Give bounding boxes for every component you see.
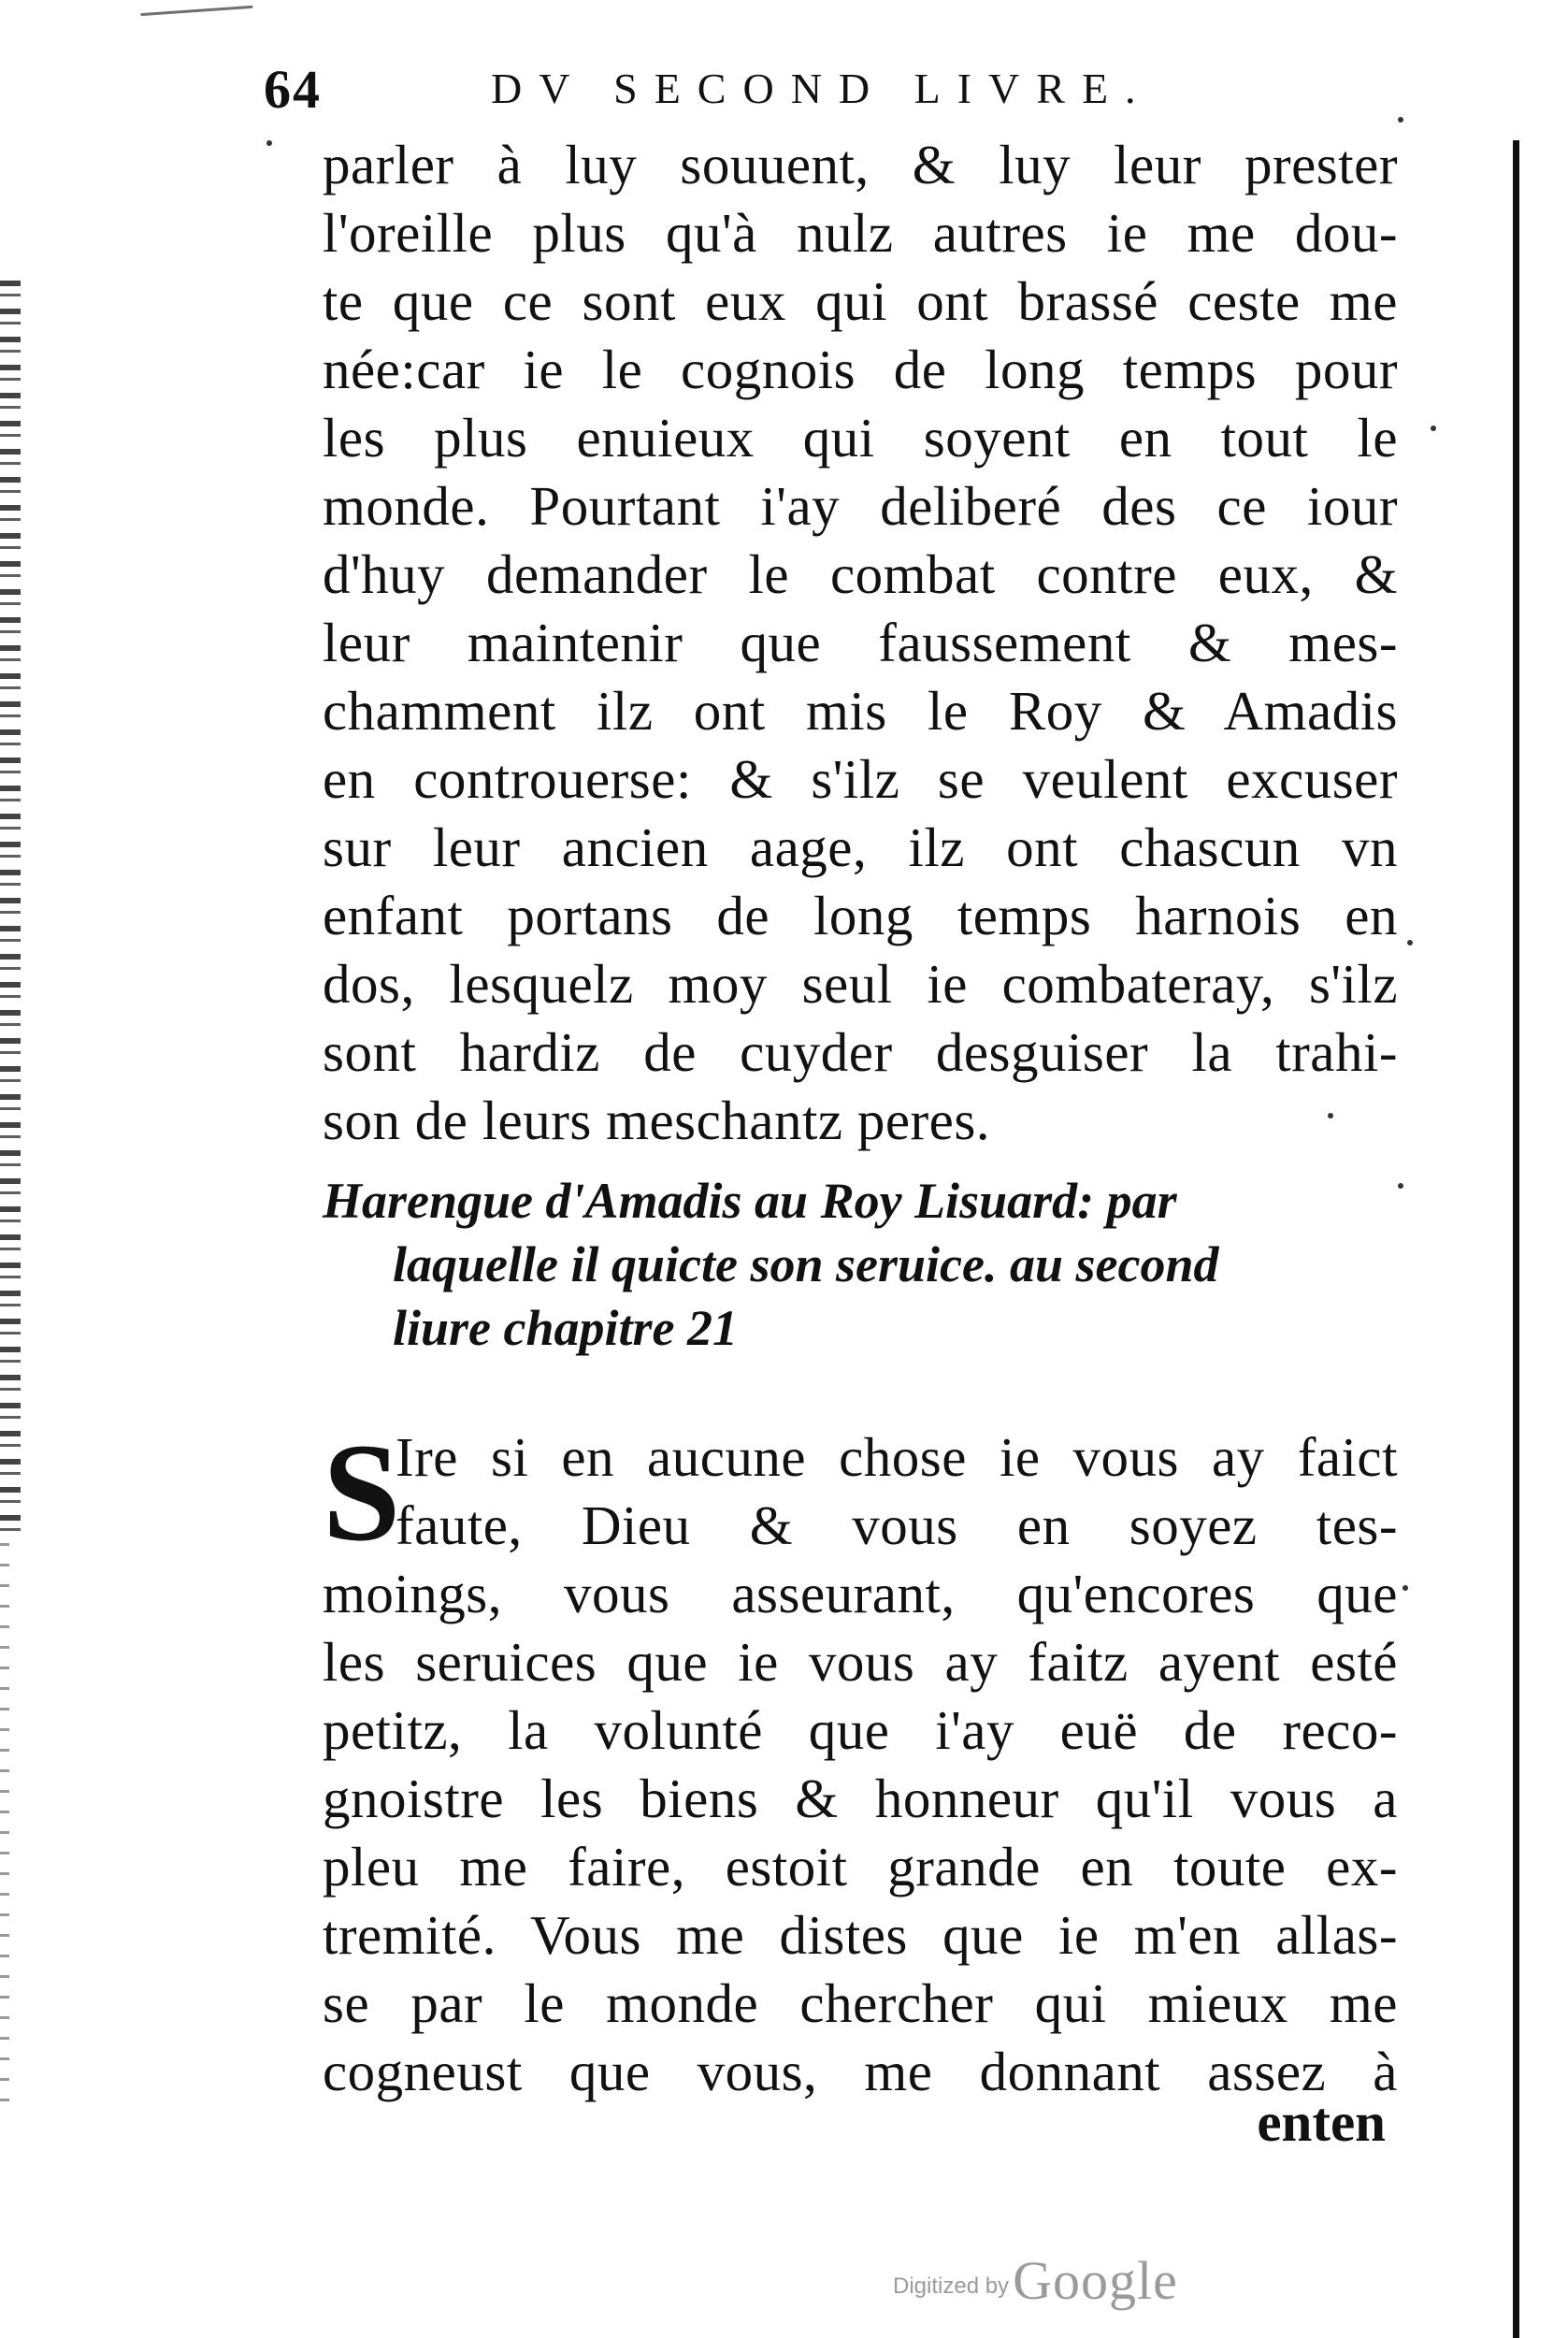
text-line: sont hardiz de cuyder desguiser la trahi- bbox=[323, 1021, 1398, 1083]
catchword: enten bbox=[1257, 2091, 1386, 2153]
text-line: sur leur ancien aage, ilz ont chascun vn bbox=[323, 816, 1398, 878]
watermark-brand: Google bbox=[1013, 2250, 1178, 2311]
heading-line: liure chapitre 21 bbox=[393, 1300, 739, 1356]
text-line: les plus enuieux qui soyent en tout le bbox=[323, 407, 1398, 469]
chapter-heading bbox=[323, 1169, 1370, 1360]
ink-speck bbox=[1403, 1585, 1408, 1591]
ink-speck bbox=[1431, 426, 1436, 431]
ink-speck bbox=[1407, 940, 1413, 945]
running-title: DV SECOND LIVRE. bbox=[491, 65, 1153, 112]
binding-edge-shadow bbox=[0, 281, 21, 1543]
text-line: petitz, la volunté que i'ay euë de reco- bbox=[323, 1699, 1398, 1761]
text-line: chamment ilz ont mis le Roy & Amadis bbox=[323, 680, 1398, 742]
text-line: dos, lesquelz moy seul ie combateray, s'ilz bbox=[323, 953, 1398, 1015]
text-line: pleu me faire, estoit grande en toute ex- bbox=[323, 1836, 1398, 1898]
digitized-watermark bbox=[893, 2249, 1178, 2312]
text-line: les seruices que ie vous ay faitz ayent esté bbox=[323, 1631, 1398, 1693]
ink-speck bbox=[1398, 1183, 1403, 1189]
text-line: née:car ie le cognois de long temps pour bbox=[323, 339, 1398, 400]
scan-top-mark bbox=[140, 0, 253, 16]
text-line: Ire si en aucune chose ie vous ay faict bbox=[396, 1426, 1398, 1488]
ink-speck bbox=[266, 140, 272, 146]
watermark-prefix: Digitized by bbox=[893, 2273, 1010, 2299]
text-line: l'oreille plus qu'à nulz autres ie me dou- bbox=[323, 202, 1398, 264]
page-number: 64 bbox=[264, 59, 322, 120]
text-line: se par le monde chercher qui mieux me bbox=[323, 1972, 1398, 2034]
text-line: enfant portans de long temps harnois en bbox=[323, 885, 1398, 946]
ink-speck bbox=[1328, 1113, 1333, 1118]
text-line: son de leurs meschantz peres. bbox=[323, 1090, 991, 1151]
text-line: te que ce sont eux qui ont brassé ceste me bbox=[323, 270, 1398, 332]
binding-edge-marks bbox=[0, 1543, 9, 2104]
text-line: gnoistre les biens & honneur qu'il vous a bbox=[323, 1768, 1398, 1829]
heading-line: Harengue d'Amadis au Roy Lisuard: par bbox=[323, 1173, 1177, 1229]
text-line: faute, Dieu & vous en soyez tes- bbox=[396, 1494, 1398, 1556]
text-line: parler à luy souuent, & luy leur prester bbox=[323, 134, 1398, 195]
text-line: leur maintenir que faussement & mes- bbox=[323, 612, 1398, 673]
paragraph-1 bbox=[323, 131, 1398, 1155]
scan-right-edge-line bbox=[1513, 140, 1519, 2338]
drop-cap: S bbox=[323, 1415, 401, 1570]
text-line: monde. Pourtant i'ay deliberé des ce iour bbox=[323, 475, 1398, 537]
page-header bbox=[252, 58, 1262, 123]
text-line: tremité. Vous me distes que ie m'en allas- bbox=[323, 1904, 1398, 1966]
text-line: en controuerse: & s'ilz se veulent excuser bbox=[323, 748, 1398, 810]
text-line: moings, vous asseurant, qu'encores que bbox=[323, 1563, 1398, 1624]
text-line: d'huy demander le combat contre eux, & bbox=[323, 543, 1398, 605]
paragraph-2 bbox=[323, 1415, 1398, 2106]
ink-speck bbox=[1398, 117, 1403, 123]
heading-line: laquelle il quicte son seruice. au second bbox=[393, 1236, 1219, 1292]
text-line: cogneust que vous, me donnant assez à bbox=[323, 2041, 1398, 2102]
